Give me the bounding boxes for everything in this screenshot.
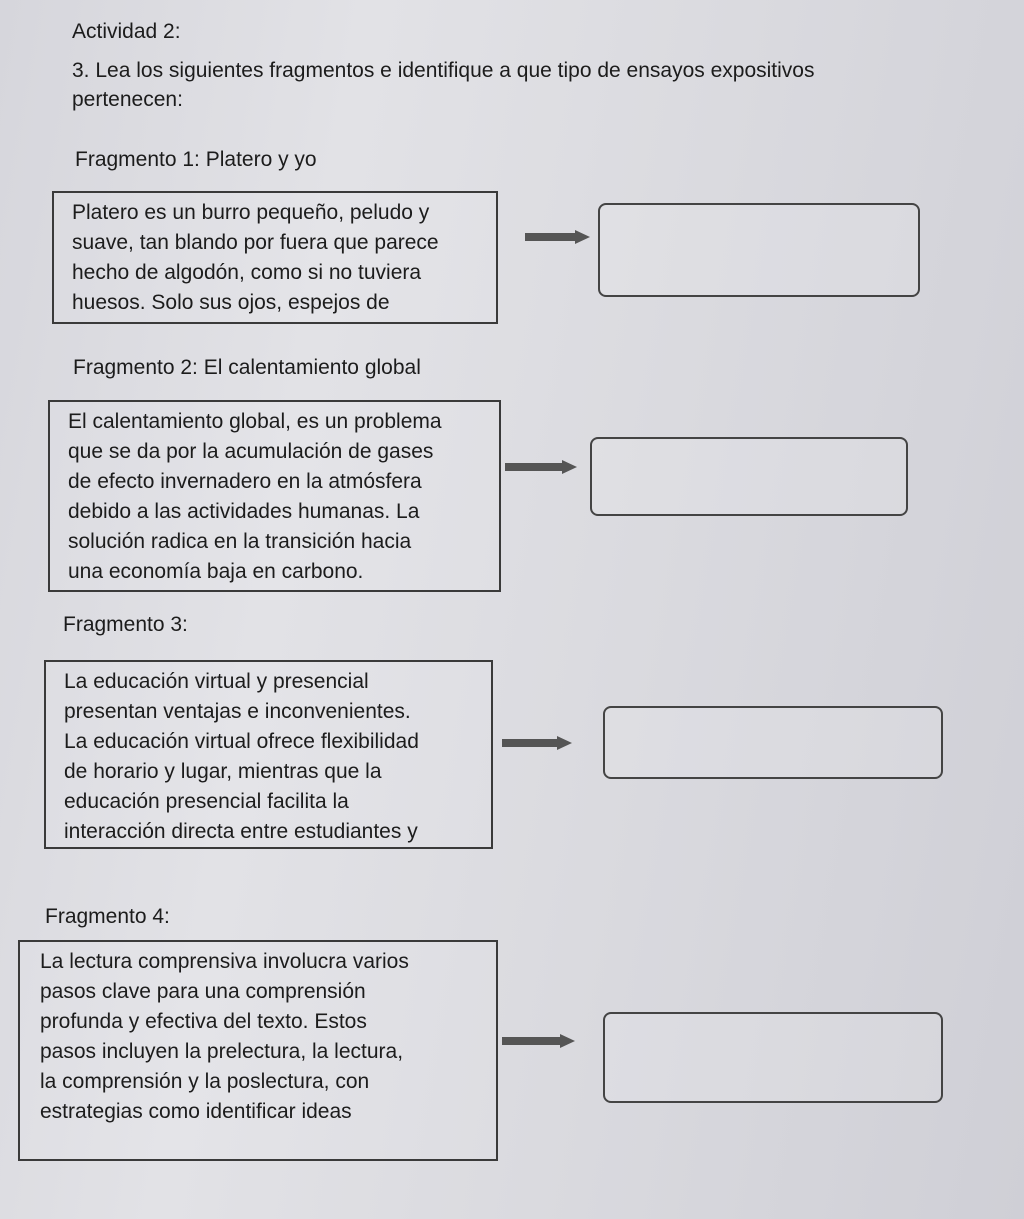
arrow-icon bbox=[502, 736, 572, 750]
instruction-line-2: pertenecen: bbox=[72, 88, 183, 111]
fragment-4-text-box bbox=[18, 940, 498, 1161]
fragment-3-text-box bbox=[44, 660, 493, 849]
fragment-2-line: de efecto invernadero en la atmósfera bbox=[68, 470, 422, 493]
fragment-1-line: hecho de algodón, como si no tuviera bbox=[72, 261, 422, 284]
fragment-1-line: Platero es un burro pequeño, peludo y bbox=[72, 201, 430, 224]
fragment-3-line: La educación virtual ofrece flexibilidad bbox=[64, 730, 419, 753]
fragment-4-line: la comprensión y la poslectura, con bbox=[40, 1070, 370, 1093]
fragment-3-heading: Fragmento 3: bbox=[63, 613, 188, 636]
arrow-icon bbox=[525, 230, 590, 244]
arrow-icon bbox=[505, 460, 577, 474]
fragment-2-line: El calentamiento global, es un problema bbox=[68, 410, 442, 433]
fragment-2-answer-box[interactable] bbox=[590, 437, 908, 516]
arrow-icon bbox=[502, 1034, 575, 1048]
fragment-3-line: interacción directa entre estudiantes y bbox=[64, 820, 418, 843]
fragment-4-line: profunda y efectiva del texto. Estos bbox=[40, 1010, 367, 1033]
fragment-2-line: que se da por la acumulación de gases bbox=[68, 440, 434, 463]
fragment-3-line: de horario y lugar, mientras que la bbox=[64, 760, 382, 783]
instruction-line-1: 3. Lea los siguientes fragmentos e identifique a que tipo de ensayos expositivos bbox=[72, 59, 815, 82]
fragment-1-answer-box[interactable] bbox=[598, 203, 920, 297]
activity-title: Actividad 2: bbox=[72, 20, 181, 43]
fragment-2-line: solución radica en la transición hacia bbox=[68, 530, 412, 553]
fragment-4-answer-box[interactable] bbox=[603, 1012, 943, 1103]
fragment-1-text-box bbox=[52, 191, 498, 324]
fragment-2-line: debido a las actividades humanas. La bbox=[68, 500, 420, 523]
fragment-4-line: pasos incluyen la prelectura, la lectura, bbox=[40, 1040, 404, 1063]
fragment-4-line: estrategias como identificar ideas bbox=[40, 1100, 352, 1123]
fragment-1-line: huesos. Solo sus ojos, espejos de bbox=[72, 291, 390, 314]
fragment-3-answer-box[interactable] bbox=[603, 706, 943, 779]
fragment-1-line: suave, tan blando por fuera que parece bbox=[72, 231, 439, 254]
fragment-3-line: La educación virtual y presencial bbox=[64, 670, 369, 693]
fragment-3-line: educación presencial facilita la bbox=[64, 790, 349, 813]
fragment-4-line: pasos clave para una comprensión bbox=[40, 980, 366, 1003]
fragment-2-text-box bbox=[48, 400, 501, 592]
fragment-3-line: presentan ventajas e inconvenientes. bbox=[64, 700, 411, 723]
fragment-2-line: una economía baja en carbono. bbox=[68, 560, 364, 583]
fragment-1-heading: Fragmento 1: Platero y yo bbox=[75, 148, 317, 171]
fragment-2-heading: Fragmento 2: El calentamiento global bbox=[73, 356, 421, 379]
fragment-4-heading: Fragmento 4: bbox=[45, 905, 170, 928]
fragment-4-line: La lectura comprensiva involucra varios bbox=[40, 950, 409, 973]
